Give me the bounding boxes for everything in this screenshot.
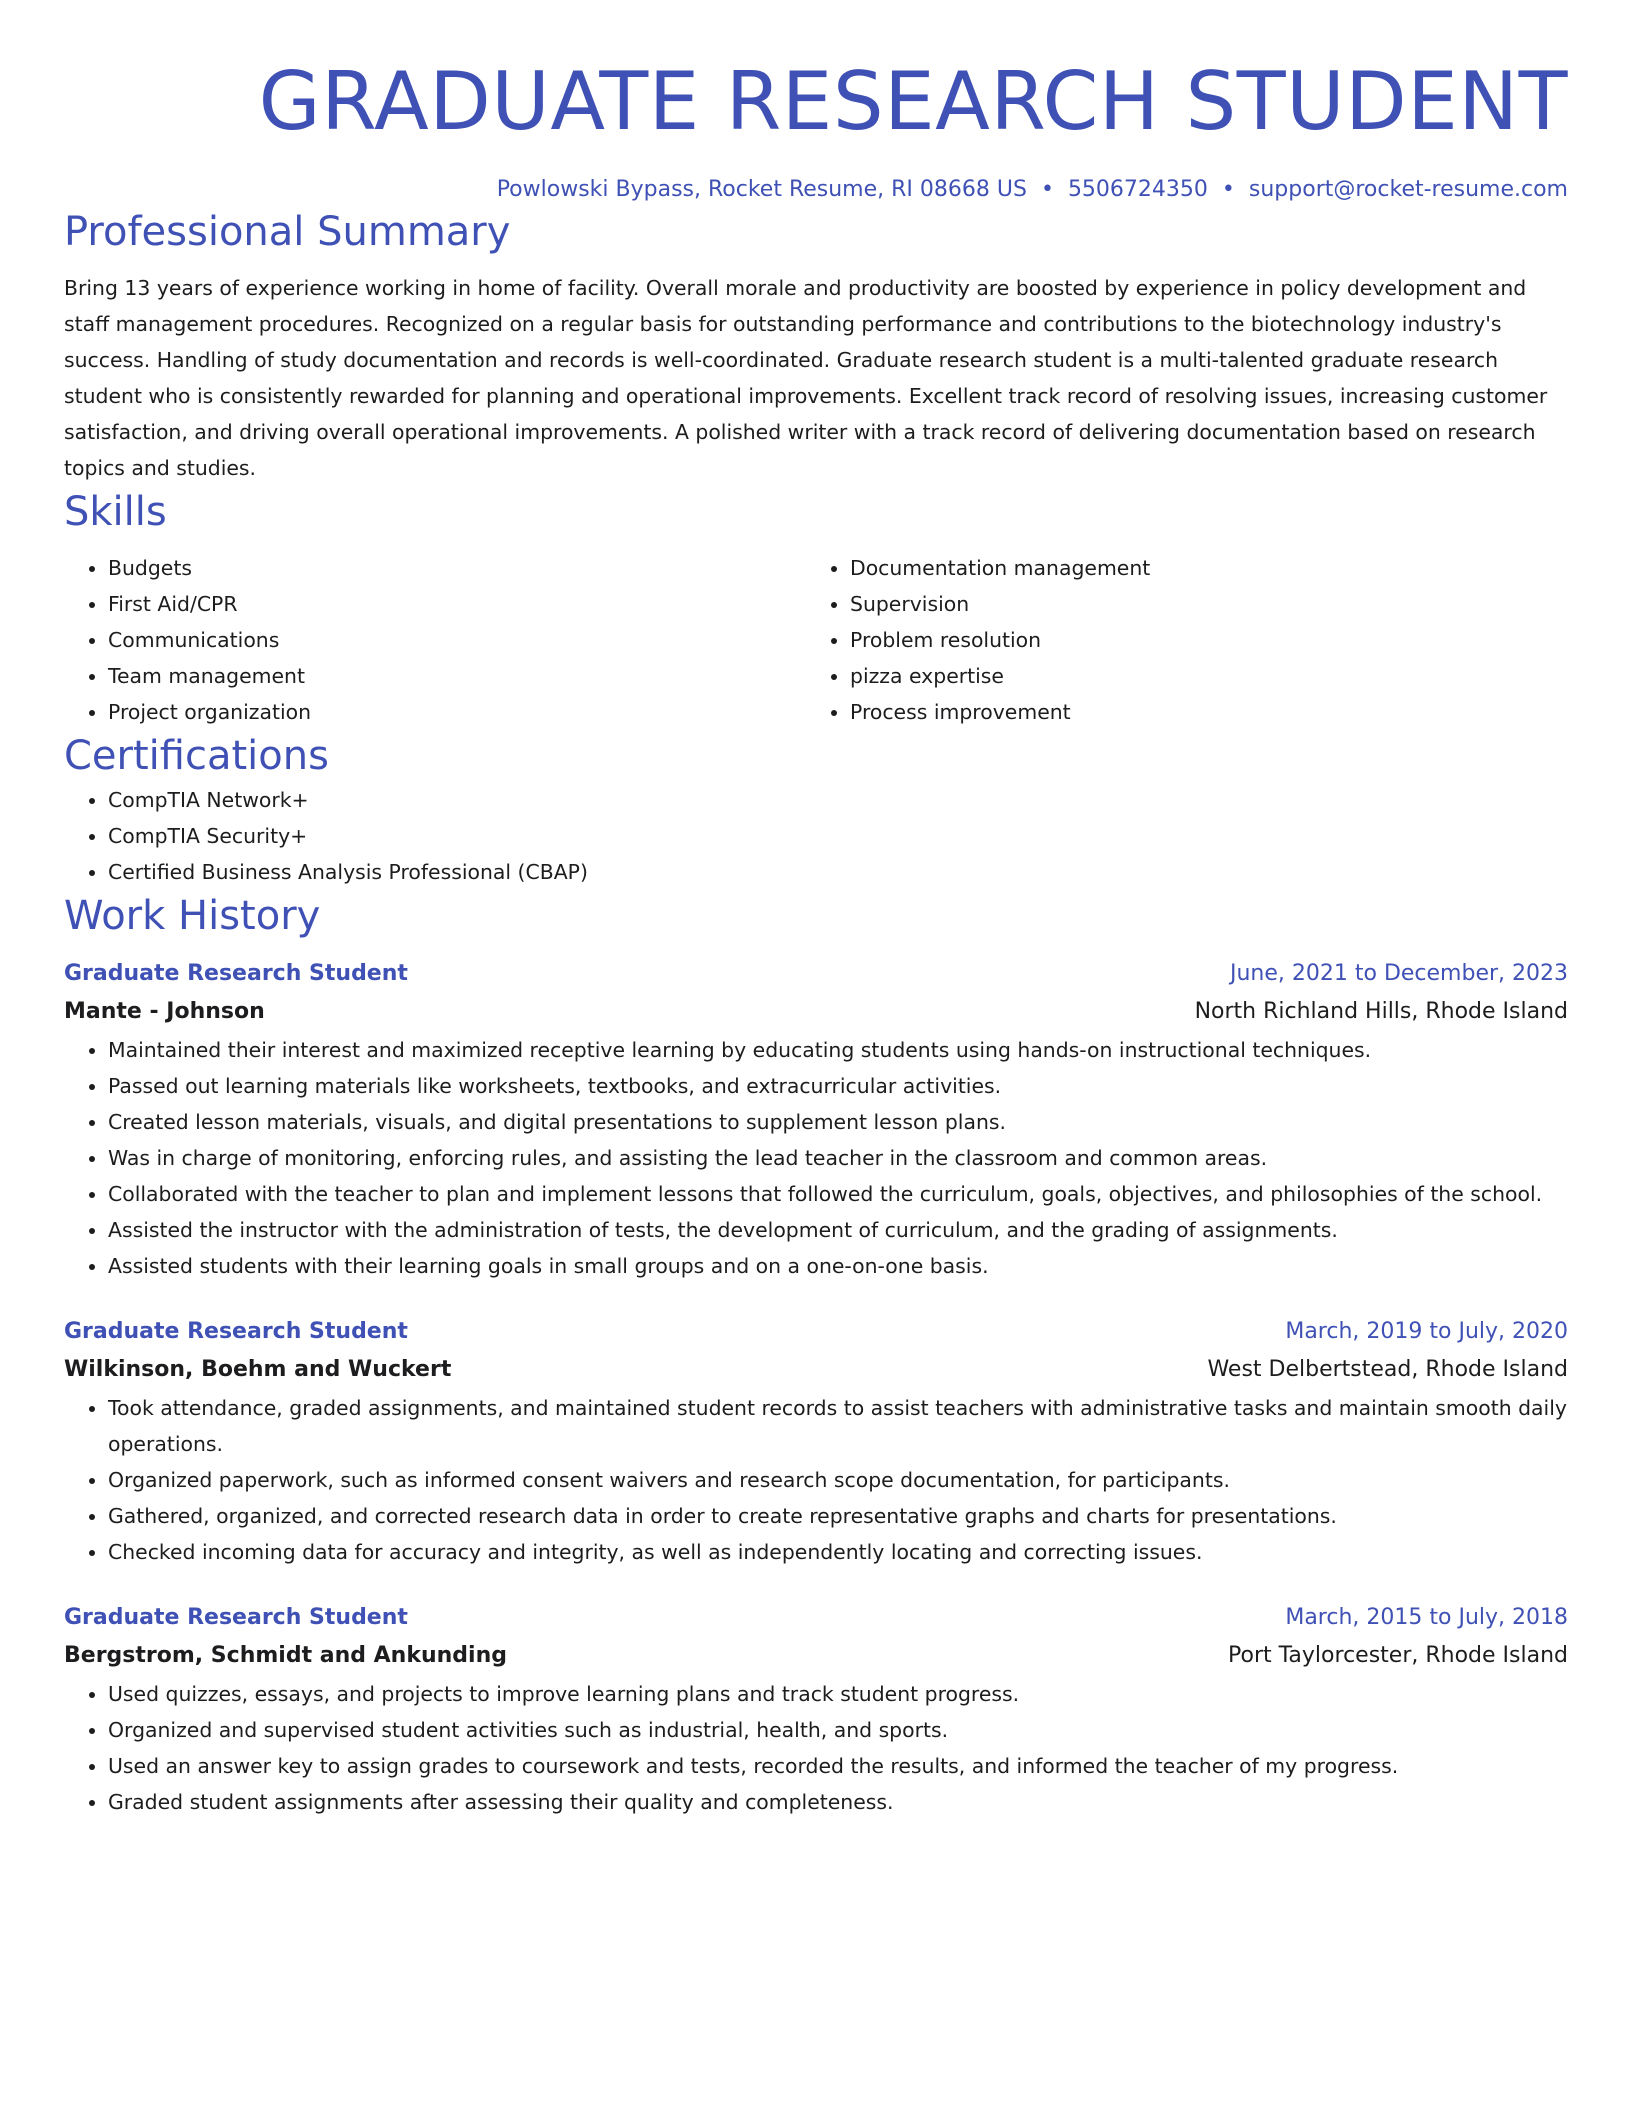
job-bullet: • Assisted students with their learning goals in small groups and on a one-on-one basis. xyxy=(108,1248,1568,1284)
skills-heading: Skills xyxy=(64,489,167,535)
job-company-row xyxy=(64,1636,1568,1676)
certifications-list xyxy=(64,782,1568,890)
job-header-row xyxy=(64,1600,1568,1636)
job-header-row xyxy=(64,956,1568,992)
job-bullet: • Passed out learning materials like worksheets, textbooks, and extracurricular activities. xyxy=(108,1068,1568,1104)
contact-separator: • xyxy=(1221,177,1235,202)
job-bullet: • Graded student assignments after assessing their quality and completeness. xyxy=(108,1784,1568,1820)
job-bullets xyxy=(64,1390,1568,1570)
job-bullet: • Collaborated with the teacher to plan and implement lessons that followed the curriculum, goals, objectives, and philosophies of the school. xyxy=(108,1176,1568,1212)
job-bullet: • Took attendance, graded assignments, and maintained student records to assist teachers with administrative tasks and maintain smooth daily operations. xyxy=(108,1390,1568,1462)
job-bullet: • Gathered, organized, and corrected research data in order to create representative graphs and charts for presentations. xyxy=(108,1498,1568,1534)
contact-phone: 5506724350 xyxy=(1067,177,1208,202)
job-company: Bergstrom, Schmidt and Ankunding xyxy=(64,1643,507,1668)
contact-line xyxy=(64,174,1568,206)
job-title: Graduate Research Student xyxy=(64,961,408,986)
job-company-row xyxy=(64,1350,1568,1390)
job-bullet: • Checked incoming data for accuracy and integrity, as well as independently locating and correcting issues. xyxy=(108,1534,1568,1570)
skill-item: • Supervision xyxy=(850,586,1548,622)
skills-grid xyxy=(64,550,1568,730)
skill-item: • Communications xyxy=(108,622,806,658)
job-bullet: • Created lesson materials, visuals, and digital presentations to supplement lesson plans. xyxy=(108,1104,1568,1140)
skill-item: • Problem resolution xyxy=(850,622,1548,658)
certification-item: • Certified Business Analysis Professional (CBAP) xyxy=(108,854,1568,890)
job-dates: March, 2015 to July, 2018 xyxy=(1285,1605,1568,1630)
job-entry xyxy=(64,956,1568,1284)
certification-item: • CompTIA Security+ xyxy=(108,818,1568,854)
certification-item: • CompTIA Network+ xyxy=(108,782,1568,818)
job-dates: June, 2021 to December, 2023 xyxy=(1229,961,1568,986)
job-header-row xyxy=(64,1314,1568,1350)
skill-item: • Process improvement xyxy=(850,694,1548,730)
skills-column-left xyxy=(64,550,806,730)
skill-item: • Budgets xyxy=(108,550,806,586)
skill-item: • First Aid/CPR xyxy=(108,586,806,622)
job-title: Graduate Research Student xyxy=(64,1319,408,1344)
job-location: Port Taylorcester, Rhode Island xyxy=(1228,1643,1568,1668)
job-bullet: • Maintained their interest and maximized receptive learning by educating students using hands-on instructional techniques. xyxy=(108,1032,1568,1068)
resume-page xyxy=(64,0,1568,1820)
page-title: GRADUATE RESEARCH STUDENT xyxy=(258,55,1568,148)
work-history-heading: Work History xyxy=(64,893,321,939)
job-location: West Delbertstead, Rhode Island xyxy=(1207,1357,1568,1382)
contact-separator: • xyxy=(1040,177,1054,202)
job-bullets xyxy=(64,1676,1568,1820)
job-entry xyxy=(64,1314,1568,1570)
job-company: Mante - Johnson xyxy=(64,999,265,1024)
skills-column-right xyxy=(806,550,1548,730)
job-company: Wilkinson, Boehm and Wuckert xyxy=(64,1357,452,1382)
certifications-heading: Certifications xyxy=(64,733,329,779)
job-bullets xyxy=(64,1032,1568,1284)
skill-item: • Project organization xyxy=(108,694,806,730)
contact-address: Powlowski Bypass, Rocket Resume, RI 08668 US xyxy=(496,177,1027,202)
summary-heading: Professional Summary xyxy=(64,209,511,255)
job-bullet: • Used quizzes, essays, and projects to improve learning plans and track student progress. xyxy=(108,1676,1568,1712)
job-dates: March, 2019 to July, 2020 xyxy=(1285,1319,1568,1344)
job-location: North Richland Hills, Rhode Island xyxy=(1194,999,1568,1024)
job-bullet: • Organized and supervised student activities such as industrial, health, and sports. xyxy=(108,1712,1568,1748)
job-bullet: • Was in charge of monitoring, enforcing rules, and assisting the lead teacher in the classroom and common areas. xyxy=(108,1140,1568,1176)
skill-item: • Team management xyxy=(108,658,806,694)
skill-item: • pizza expertise xyxy=(850,658,1548,694)
summary-text: Bring 13 years of experience working in home of facility. Overall morale and productivity are boosted by experience in policy development and staff management procedures. Recognized on a regular basis for outstanding performance and contributions to the biotechnology industry's success. Handling of study documentation and records is well-coordinated. Graduate research student is a multi-talented graduate research student who is consistently rewarded for planning and operational improvements. Excellent track record of resolving issues, increasing customer satisfaction, and driving overall operational improvements. A polished writer with a track record of delivering documentation based on research topics and studies. xyxy=(64,276,1548,480)
job-bullet: • Organized paperwork, such as informed consent waivers and research scope documentation, for participants. xyxy=(108,1462,1568,1498)
job-company-row xyxy=(64,992,1568,1032)
job-bullet: • Assisted the instructor with the administration of tests, the development of curriculum, and the grading of assignments. xyxy=(108,1212,1568,1248)
job-bullet: • Used an answer key to assign grades to coursework and tests, recorded the results, and informed the teacher of my progress. xyxy=(108,1748,1568,1784)
skill-item: • Documentation management xyxy=(850,550,1548,586)
contact-email: support@rocket-resume.com xyxy=(1248,177,1568,202)
job-title: Graduate Research Student xyxy=(64,1605,408,1630)
job-entry xyxy=(64,1600,1568,1820)
